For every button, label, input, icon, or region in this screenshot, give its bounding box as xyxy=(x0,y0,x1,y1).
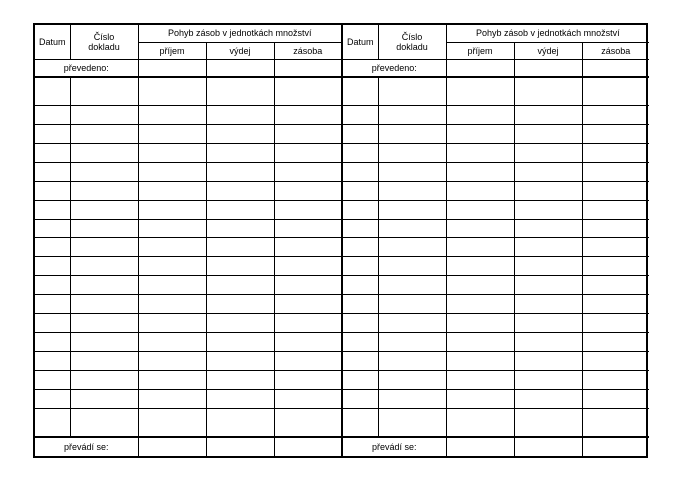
form-half-right xyxy=(341,25,649,456)
datum-cell[interactable] xyxy=(343,124,378,143)
zasoba-cell[interactable] xyxy=(274,238,341,257)
prijem-cell[interactable] xyxy=(138,389,206,408)
prevadi-vydej-cell[interactable] xyxy=(514,437,582,456)
zasoba-cell[interactable] xyxy=(274,389,341,408)
zasoba-cell[interactable] xyxy=(274,124,341,143)
vydej-cell[interactable] xyxy=(514,162,582,181)
doklad-cell[interactable] xyxy=(70,219,138,238)
ledger-row xyxy=(35,276,341,295)
ledger-table xyxy=(343,25,649,456)
prevedeno-label: převedeno: xyxy=(343,59,446,77)
vydej-cell[interactable] xyxy=(514,219,582,238)
datum-cell[interactable] xyxy=(35,143,70,162)
ledger-row xyxy=(35,77,341,105)
prijem-cell[interactable] xyxy=(138,219,206,238)
ledger-row xyxy=(343,124,649,143)
datum-cell[interactable] xyxy=(35,276,70,295)
prijem-cell[interactable] xyxy=(138,181,206,200)
zasoba-cell[interactable] xyxy=(274,333,341,352)
prevedeno-zasoba-cell[interactable] xyxy=(582,59,649,77)
zasoba-cell[interactable] xyxy=(582,200,649,219)
vydej-cell[interactable] xyxy=(206,333,274,352)
datum-cell[interactable] xyxy=(35,408,70,437)
ledger-row xyxy=(343,162,649,181)
vydej-cell[interactable] xyxy=(206,105,274,124)
vydej-cell[interactable] xyxy=(206,389,274,408)
doklad-cell[interactable] xyxy=(70,200,138,219)
ledger-row xyxy=(35,181,341,200)
zasoba-cell[interactable] xyxy=(274,352,341,371)
zasoba-cell[interactable] xyxy=(582,162,649,181)
vydej-cell[interactable] xyxy=(514,77,582,105)
doklad-cell[interactable] xyxy=(378,162,446,181)
vydej-cell[interactable] xyxy=(514,314,582,333)
zasoba-cell[interactable] xyxy=(274,295,341,314)
zasoba-header: zásoba xyxy=(274,42,341,59)
vydej-cell[interactable] xyxy=(206,295,274,314)
vydej-cell[interactable] xyxy=(514,105,582,124)
datum-cell[interactable] xyxy=(35,352,70,371)
prevadi-prijem-cell[interactable] xyxy=(138,437,206,456)
doklad-cell[interactable] xyxy=(378,200,446,219)
ledger-row xyxy=(35,314,341,333)
vydej-cell[interactable] xyxy=(206,77,274,105)
ledger-row xyxy=(35,219,341,238)
carry-over-row xyxy=(35,59,341,77)
doklad-cell[interactable] xyxy=(378,77,446,105)
prijem-cell[interactable] xyxy=(446,352,514,371)
zasoba-cell[interactable] xyxy=(274,314,341,333)
zasoba-cell[interactable] xyxy=(274,257,341,276)
vydej-cell[interactable] xyxy=(514,408,582,437)
vydej-cell[interactable] xyxy=(206,257,274,276)
zasoba-cell[interactable] xyxy=(582,352,649,371)
ledger-row xyxy=(35,162,341,181)
datum-cell[interactable] xyxy=(343,200,378,219)
vydej-cell[interactable] xyxy=(514,238,582,257)
doklad-cell[interactable] xyxy=(378,105,446,124)
vydej-cell[interactable] xyxy=(514,257,582,276)
zasoba-cell[interactable] xyxy=(582,295,649,314)
prijem-cell[interactable] xyxy=(446,181,514,200)
datum-cell[interactable] xyxy=(35,77,70,105)
zasoba-cell[interactable] xyxy=(274,200,341,219)
prijem-cell[interactable] xyxy=(138,143,206,162)
ledger-row xyxy=(35,333,341,352)
pohyb-header: Pohyb zásob v jednotkách množství xyxy=(446,25,649,42)
doklad-cell[interactable] xyxy=(70,352,138,371)
vydej-cell[interactable] xyxy=(206,219,274,238)
vydej-header: výdej xyxy=(514,42,582,59)
prevadi-prijem-cell[interactable] xyxy=(446,437,514,456)
datum-cell[interactable] xyxy=(35,238,70,257)
prijem-cell[interactable] xyxy=(138,77,206,105)
ledger-row xyxy=(343,238,649,257)
prijem-cell[interactable] xyxy=(446,219,514,238)
doklad-cell[interactable] xyxy=(378,143,446,162)
cislo-dokladu-header xyxy=(70,25,138,59)
prijem-cell[interactable] xyxy=(138,238,206,257)
ledger-row xyxy=(35,143,341,162)
datum-header: Datum xyxy=(343,25,378,59)
datum-cell[interactable] xyxy=(343,333,378,352)
datum-cell[interactable] xyxy=(343,162,378,181)
zasoba-cell[interactable] xyxy=(582,333,649,352)
zasoba-cell[interactable] xyxy=(274,77,341,105)
vydej-cell[interactable] xyxy=(206,200,274,219)
zasoba-cell[interactable] xyxy=(274,105,341,124)
datum-cell[interactable] xyxy=(343,295,378,314)
ledger-row xyxy=(343,77,649,105)
prevedeno-vydej-cell[interactable] xyxy=(514,59,582,77)
ledger-row xyxy=(35,200,341,219)
prijem-cell[interactable] xyxy=(446,200,514,219)
ledger-row xyxy=(343,408,649,437)
ledger-row xyxy=(35,371,341,390)
vydej-cell[interactable] xyxy=(206,371,274,390)
datum-cell[interactable] xyxy=(35,371,70,390)
ledger-row xyxy=(343,200,649,219)
prijem-cell[interactable] xyxy=(446,124,514,143)
ledger-row xyxy=(343,276,649,295)
datum-cell[interactable] xyxy=(35,295,70,314)
prijem-cell[interactable] xyxy=(138,314,206,333)
prijem-cell[interactable] xyxy=(138,352,206,371)
doklad-cell[interactable] xyxy=(70,143,138,162)
carry-forward-row xyxy=(35,437,341,456)
doklad-cell[interactable] xyxy=(70,105,138,124)
zasoba-cell[interactable] xyxy=(582,77,649,105)
zasoba-cell[interactable] xyxy=(582,181,649,200)
prevedeno-prijem-cell[interactable] xyxy=(138,59,206,77)
doklad-cell[interactable] xyxy=(70,276,138,295)
prevadi-se-label: převádí se: xyxy=(343,437,446,456)
zasoba-cell[interactable] xyxy=(582,389,649,408)
prijem-cell[interactable] xyxy=(138,371,206,390)
datum-cell[interactable] xyxy=(343,257,378,276)
ledger-row xyxy=(35,295,341,314)
prijem-cell[interactable] xyxy=(446,276,514,295)
datum-cell[interactable] xyxy=(343,276,378,295)
prijem-cell[interactable] xyxy=(138,124,206,143)
datum-cell[interactable] xyxy=(343,408,378,437)
doklad-cell[interactable] xyxy=(378,371,446,390)
vydej-header: výdej xyxy=(206,42,274,59)
prijem-cell[interactable] xyxy=(446,295,514,314)
doklad-cell[interactable] xyxy=(70,371,138,390)
cislo-dokladu-header xyxy=(378,25,446,59)
vydej-cell[interactable] xyxy=(514,143,582,162)
zasoba-cell[interactable] xyxy=(274,276,341,295)
vydej-cell[interactable] xyxy=(514,181,582,200)
prijem-header: příjem xyxy=(138,42,206,59)
vydej-cell[interactable] xyxy=(206,408,274,437)
ledger-row xyxy=(35,124,341,143)
cislo-line2: dokladu xyxy=(88,41,120,52)
zasoba-cell[interactable] xyxy=(274,371,341,390)
doklad-cell[interactable] xyxy=(378,257,446,276)
ledger-row xyxy=(35,105,341,124)
inventory-card-sheet xyxy=(33,23,648,458)
doklad-cell[interactable] xyxy=(378,408,446,437)
prijem-cell[interactable] xyxy=(138,276,206,295)
pohyb-header: Pohyb zásob v jednotkách množství xyxy=(138,25,341,42)
vydej-cell[interactable] xyxy=(206,352,274,371)
datum-cell[interactable] xyxy=(343,77,378,105)
carry-forward-row xyxy=(343,437,649,456)
prijem-cell[interactable] xyxy=(138,408,206,437)
zasoba-cell[interactable] xyxy=(582,143,649,162)
zasoba-cell[interactable] xyxy=(582,408,649,437)
ledger-row xyxy=(343,295,649,314)
ledger-table xyxy=(35,25,341,456)
ledger-row xyxy=(343,333,649,352)
vydej-cell[interactable] xyxy=(206,181,274,200)
zasoba-cell[interactable] xyxy=(582,257,649,276)
datum-cell[interactable] xyxy=(35,124,70,143)
doklad-cell[interactable] xyxy=(70,181,138,200)
vydej-cell[interactable] xyxy=(514,124,582,143)
datum-cell[interactable] xyxy=(343,219,378,238)
datum-cell[interactable] xyxy=(35,200,70,219)
prijem-cell[interactable] xyxy=(138,200,206,219)
datum-cell[interactable] xyxy=(343,352,378,371)
zasoba-header: zásoba xyxy=(582,42,649,59)
datum-cell[interactable] xyxy=(35,105,70,124)
datum-cell[interactable] xyxy=(35,162,70,181)
prijem-cell[interactable] xyxy=(446,105,514,124)
ledger-row xyxy=(343,143,649,162)
zasoba-cell[interactable] xyxy=(274,181,341,200)
vydej-cell[interactable] xyxy=(514,276,582,295)
cislo-line2: dokladu xyxy=(396,41,428,52)
ledger-row xyxy=(343,219,649,238)
datum-cell[interactable] xyxy=(343,314,378,333)
doklad-cell[interactable] xyxy=(70,162,138,181)
datum-cell[interactable] xyxy=(35,257,70,276)
ledger-row xyxy=(35,408,341,437)
ledger-row xyxy=(343,181,649,200)
vydej-cell[interactable] xyxy=(514,352,582,371)
doklad-cell[interactable] xyxy=(378,181,446,200)
prevedeno-label: převedeno: xyxy=(35,59,138,77)
datum-cell[interactable] xyxy=(343,105,378,124)
doklad-cell[interactable] xyxy=(378,295,446,314)
vydej-cell[interactable] xyxy=(514,371,582,390)
prijem-cell[interactable] xyxy=(138,295,206,314)
datum-cell[interactable] xyxy=(35,219,70,238)
datum-cell[interactable] xyxy=(35,181,70,200)
zasoba-cell[interactable] xyxy=(582,276,649,295)
doklad-cell[interactable] xyxy=(378,219,446,238)
doklad-cell[interactable] xyxy=(70,408,138,437)
zasoba-cell[interactable] xyxy=(582,371,649,390)
vydej-cell[interactable] xyxy=(514,200,582,219)
prijem-cell[interactable] xyxy=(446,238,514,257)
prevadi-vydej-cell[interactable] xyxy=(206,437,274,456)
ledger-row xyxy=(35,352,341,371)
datum-cell[interactable] xyxy=(35,314,70,333)
prijem-cell[interactable] xyxy=(446,371,514,390)
zasoba-cell[interactable] xyxy=(274,408,341,437)
doklad-cell[interactable] xyxy=(378,352,446,371)
doklad-cell[interactable] xyxy=(378,314,446,333)
vydej-cell[interactable] xyxy=(514,333,582,352)
prijem-cell[interactable] xyxy=(446,408,514,437)
doklad-cell[interactable] xyxy=(70,238,138,257)
doklad-cell[interactable] xyxy=(70,389,138,408)
prijem-cell[interactable] xyxy=(138,105,206,124)
prevadi-zasoba-cell[interactable] xyxy=(274,437,341,456)
zasoba-cell[interactable] xyxy=(582,105,649,124)
prijem-cell[interactable] xyxy=(446,389,514,408)
vydej-cell[interactable] xyxy=(206,124,274,143)
datum-header: Datum xyxy=(35,25,70,59)
vydej-cell[interactable] xyxy=(206,162,274,181)
zasoba-cell[interactable] xyxy=(582,124,649,143)
datum-cell[interactable] xyxy=(35,333,70,352)
prijem-header: příjem xyxy=(446,42,514,59)
prevedeno-prijem-cell[interactable] xyxy=(446,59,514,77)
zasoba-cell[interactable] xyxy=(274,219,341,238)
vydej-cell[interactable] xyxy=(514,389,582,408)
vydej-cell[interactable] xyxy=(206,276,274,295)
doklad-cell[interactable] xyxy=(70,257,138,276)
ledger-row xyxy=(343,371,649,390)
datum-cell[interactable] xyxy=(343,238,378,257)
zasoba-cell[interactable] xyxy=(582,219,649,238)
doklad-cell[interactable] xyxy=(378,238,446,257)
cislo-line1: Číslo xyxy=(93,31,115,42)
doklad-cell[interactable] xyxy=(70,314,138,333)
datum-cell[interactable] xyxy=(343,143,378,162)
vydej-cell[interactable] xyxy=(206,238,274,257)
doklad-cell[interactable] xyxy=(378,333,446,352)
datum-cell[interactable] xyxy=(343,389,378,408)
prijem-cell[interactable] xyxy=(138,333,206,352)
cislo-line1: Číslo xyxy=(401,31,423,42)
prevadi-se-label: převádí se: xyxy=(35,437,138,456)
ledger-row xyxy=(35,257,341,276)
datum-cell[interactable] xyxy=(343,181,378,200)
form-half-left xyxy=(35,25,341,456)
doklad-cell[interactable] xyxy=(378,389,446,408)
prevadi-zasoba-cell[interactable] xyxy=(582,437,649,456)
prijem-cell[interactable] xyxy=(446,257,514,276)
doklad-cell[interactable] xyxy=(70,124,138,143)
prijem-cell[interactable] xyxy=(446,162,514,181)
carry-over-row xyxy=(343,59,649,77)
prijem-cell[interactable] xyxy=(446,143,514,162)
prijem-cell[interactable] xyxy=(446,77,514,105)
doklad-cell[interactable] xyxy=(378,276,446,295)
prijem-cell[interactable] xyxy=(138,162,206,181)
ledger-row xyxy=(343,352,649,371)
doklad-cell[interactable] xyxy=(70,333,138,352)
vydej-cell[interactable] xyxy=(206,314,274,333)
zasoba-cell[interactable] xyxy=(274,143,341,162)
doklad-cell[interactable] xyxy=(378,124,446,143)
prijem-cell[interactable] xyxy=(446,314,514,333)
prijem-cell[interactable] xyxy=(138,257,206,276)
vydej-cell[interactable] xyxy=(206,143,274,162)
zasoba-cell[interactable] xyxy=(274,162,341,181)
ledger-row xyxy=(343,105,649,124)
datum-cell[interactable] xyxy=(343,371,378,390)
prevedeno-vydej-cell[interactable] xyxy=(206,59,274,77)
ledger-row xyxy=(343,314,649,333)
ledger-row xyxy=(35,389,341,408)
doklad-cell[interactable] xyxy=(70,295,138,314)
vydej-cell[interactable] xyxy=(514,295,582,314)
datum-cell[interactable] xyxy=(35,389,70,408)
doklad-cell[interactable] xyxy=(70,77,138,105)
ledger-row xyxy=(35,238,341,257)
ledger-row xyxy=(343,257,649,276)
prevedeno-zasoba-cell[interactable] xyxy=(274,59,341,77)
ledger-row xyxy=(343,389,649,408)
prijem-cell[interactable] xyxy=(446,333,514,352)
zasoba-cell[interactable] xyxy=(582,314,649,333)
zasoba-cell[interactable] xyxy=(582,238,649,257)
